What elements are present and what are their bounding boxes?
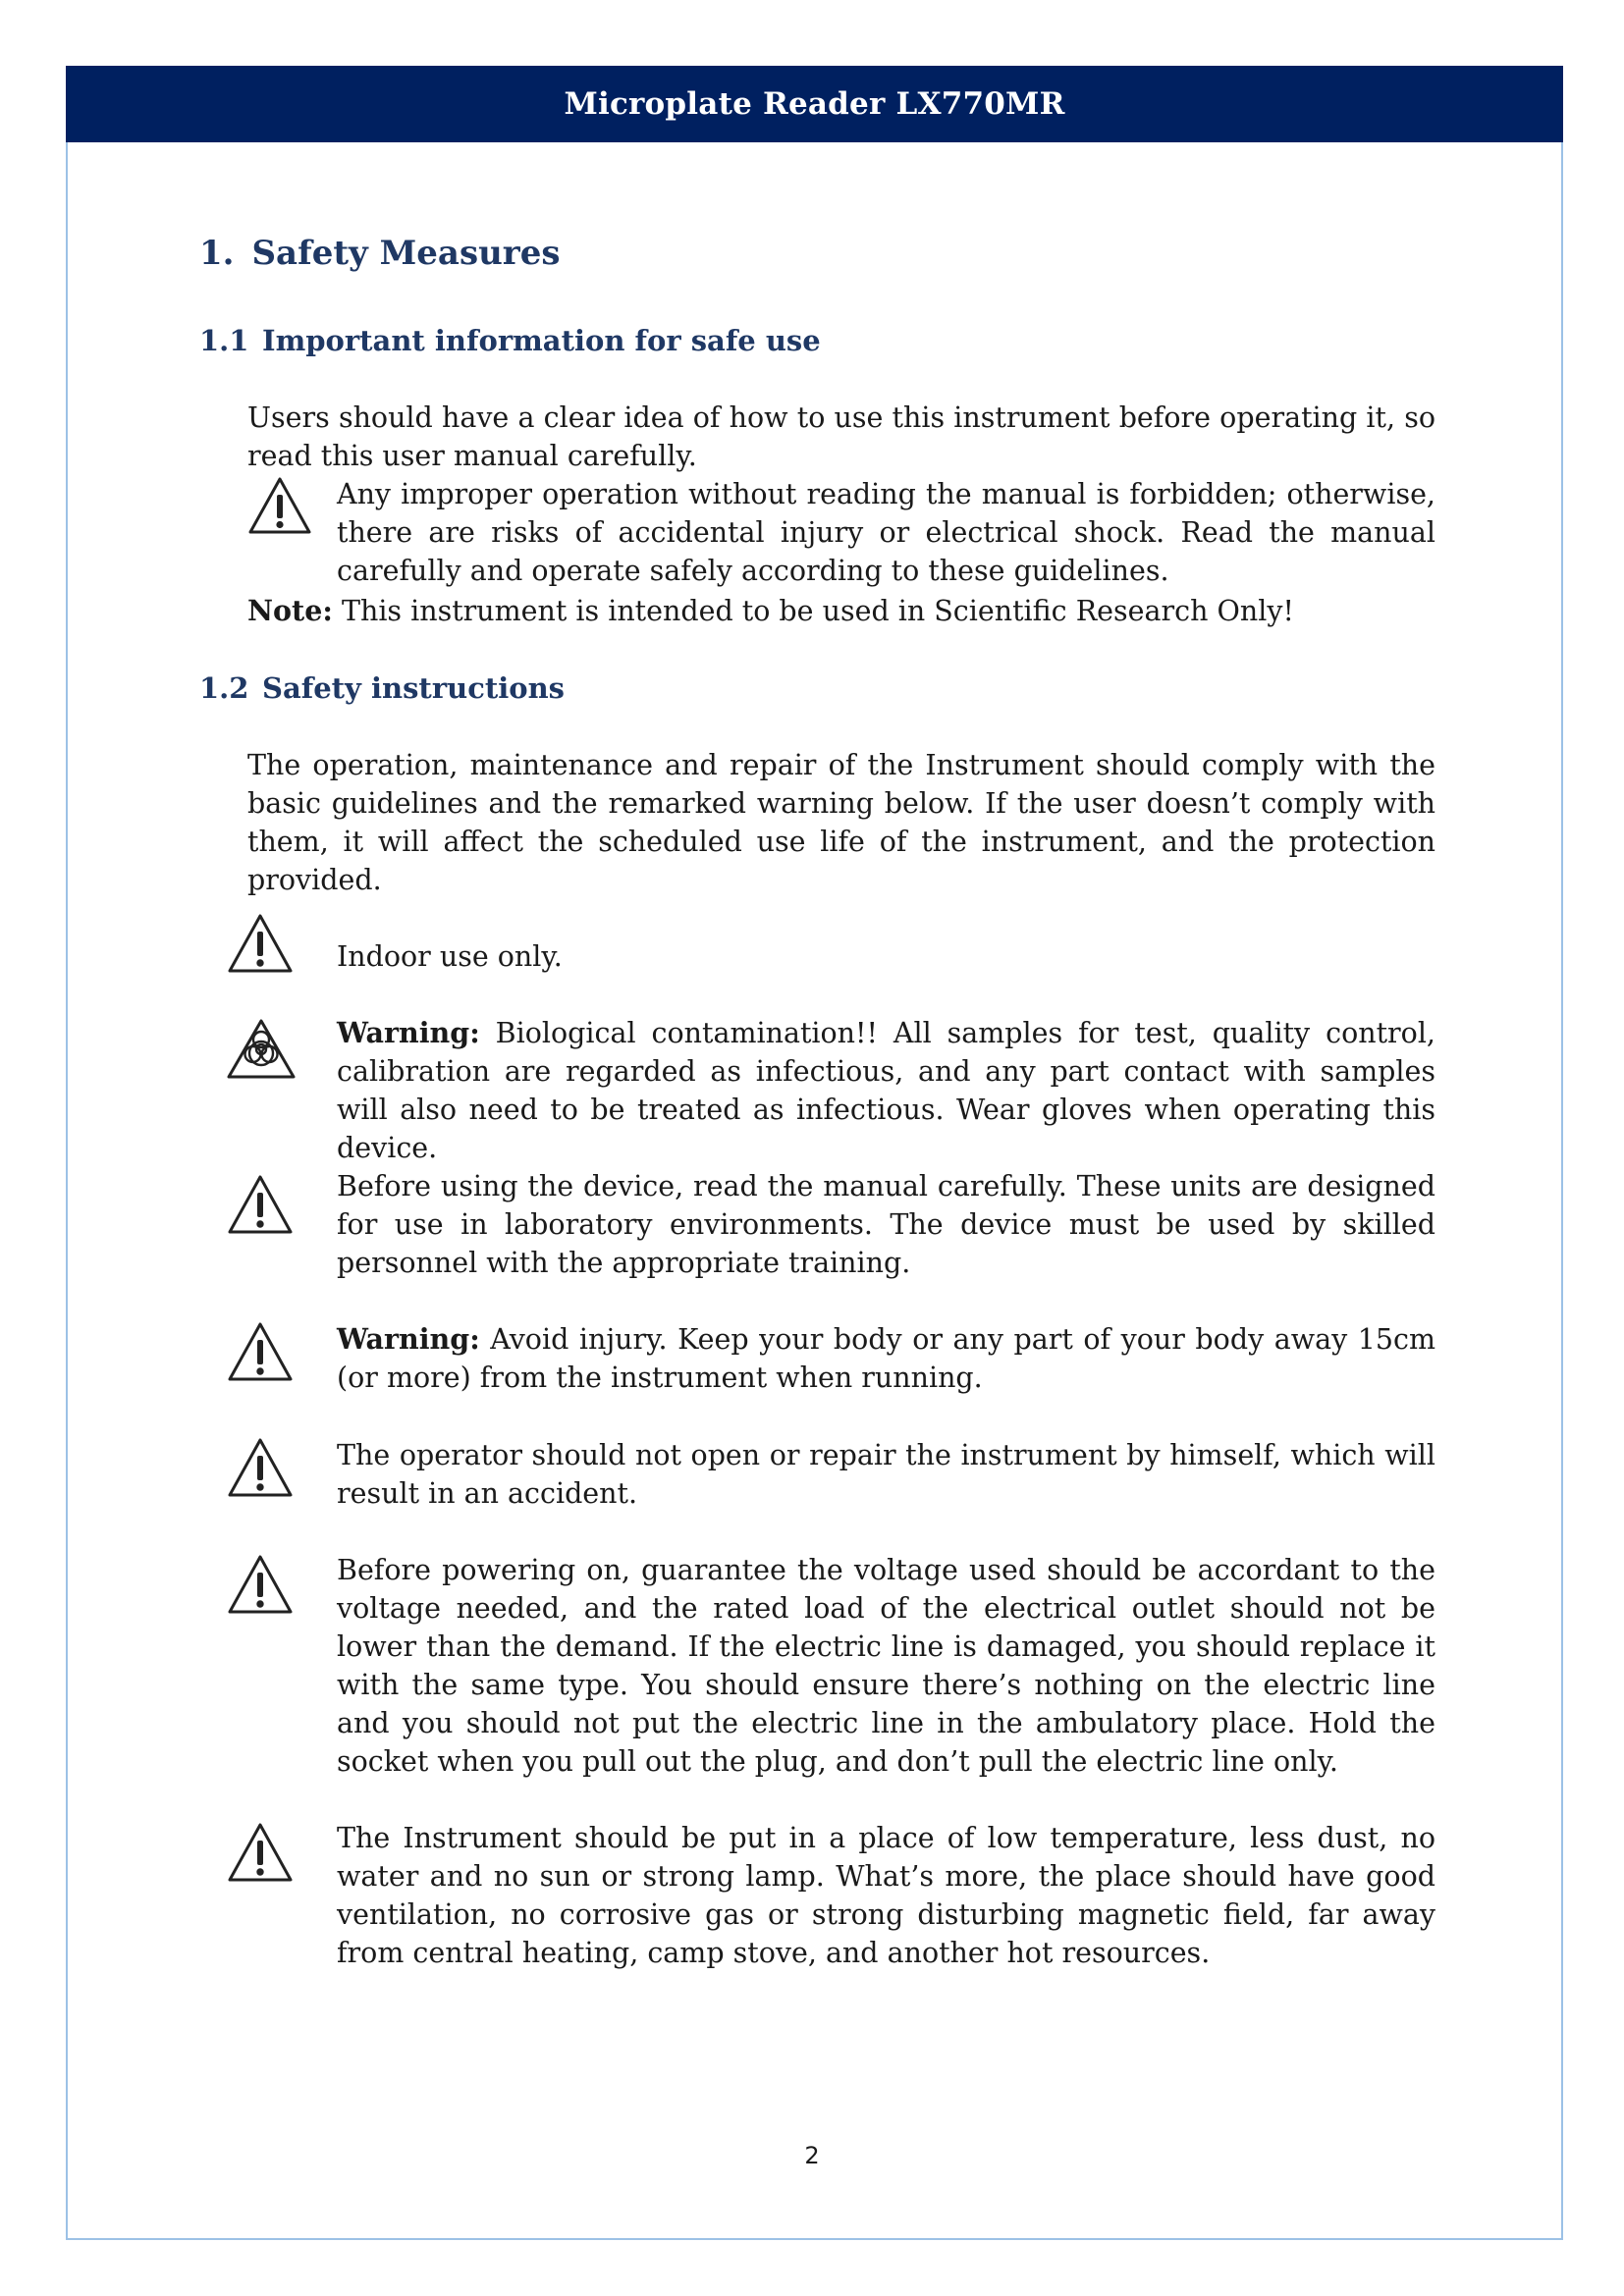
safety-item-text: Warning: Biological contamination!! All samples for test, quality control, calibration are regarded as infectious, and any part contact with samples will also need to be treated as infectious. Wear gloves when operating this device. [337,1016,1435,1164]
document-title: Microplate Reader LX770MR [564,86,1065,122]
biohazard-icon [226,1018,297,1085]
safety-item-text: The Instrument should be put in a place of low temperature, less dust, no water and no sun or strong lamp. What’s more, the place should have good ventilation, no corrosive gas or strong disturbing magnetic field, far away from central heating, camp stove, and another hot resources. [337,1822,1435,1969]
safety-item [226,1167,1435,1282]
section-1-1-heading [199,324,821,357]
subsection-number: 1.1 [199,324,249,357]
note-label: Note: [247,594,333,627]
safety-item [226,1819,1435,1972]
header-bar [66,66,1563,142]
general-warning [247,475,1435,590]
note [247,592,1294,630]
safety-item-text: Indoor use only. [337,940,563,973]
safety-item [226,1436,1435,1513]
safety-item-text: The operator should not open or repair the instrument by himself, which will result in an accident. [337,1439,1435,1510]
safety-item [226,1320,1435,1397]
note-text: This instrument is intended to be used in Scientific Research Only! [332,595,1294,627]
safety-item-text: Before powering on, guarantee the voltage used should be accordant to the voltage needed, and the rated load of the electrical outlet should not be lower than the demand. If the electric line is damaged, you should replace it with the same type. You should ensure there’s nothing on the electric line and you should not put the electric line in the ambulatory place. Hold the socket when you pull out the plug, and don’t pull the electric line only. [337,1554,1435,1778]
subsection-title: Important information for safe use [262,324,821,357]
warning-icon [226,1320,295,1387]
warning-icon [226,1436,295,1503]
section-1-2-intro: The operation, maintenance and repair of the Instrument should comply with the basic guidelines and the remarked warning below. If the user doesn’t comply with them, it will affect the scheduled use life of the instrument, and the protection provided. [247,749,1435,896]
safety-item-text: Warning: Avoid injury. Keep your body or any part of your body away 15cm (or more) from the instrument when running. [337,1322,1435,1394]
warning-icon [247,475,312,540]
section-1-heading [199,234,561,273]
section-1-2-heading [199,671,565,705]
subsection-title: Safety instructions [262,671,566,705]
section-number: 1. [199,234,235,273]
safety-item [226,912,1435,976]
warning-icon [226,1553,295,1620]
section-1-1-intro: Users should have a clear idea of how to use this instrument before operating it, so read this user manual carefully. [247,401,1435,472]
warning-icon [226,912,295,979]
general-warning-text: Any improper operation without reading the manual is forbidden; otherwise, there are risks of accidental injury or electrical shock. Read the manual carefully and operate safely according to these guidelines. [337,478,1435,587]
safety-item-text: Before using the device, read the manual carefully. These units are designed for use in laboratory environments. The device must be used by skilled personnel with the appropriate training. [337,1170,1435,1279]
warning-icon [226,1821,295,1888]
section-title: Safety Measures [251,234,561,273]
subsection-number: 1.2 [199,671,249,705]
safety-item [226,1551,1435,1781]
warning-icon [226,1173,295,1240]
safety-item [226,1014,1435,1167]
page-number: 2 [804,2142,820,2169]
